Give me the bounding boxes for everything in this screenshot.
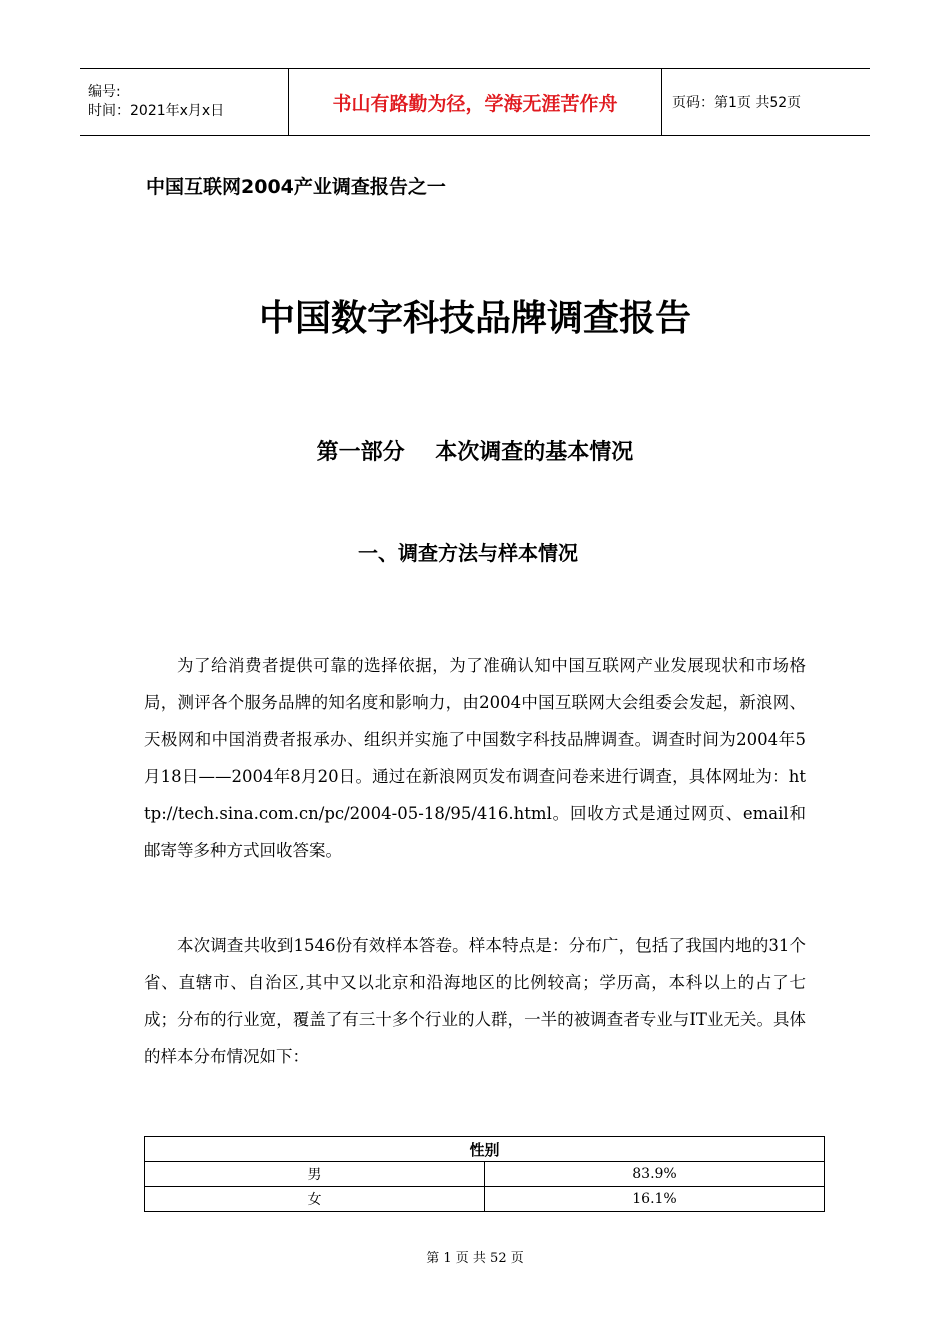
header-page-info: 页码：第1页 共52页 xyxy=(662,69,871,136)
table-row xyxy=(145,1187,825,1212)
page-footer: 第 1 页 共 52 页 xyxy=(426,1251,524,1266)
document-number-label: 编号: xyxy=(88,84,121,100)
report-title: 中国数字科技品牌调查报告 xyxy=(258,298,691,339)
table-cell-value: 16.1% xyxy=(485,1187,825,1212)
table-cell-value: 83.9% xyxy=(485,1162,825,1187)
table-row xyxy=(145,1162,825,1187)
header-motto: 书山有路勤为径，学海无涯苦作舟 xyxy=(289,69,662,136)
gender-table xyxy=(144,1136,825,1212)
page-header xyxy=(80,68,870,136)
body-paragraph: 为了给消费者提供可靠的选择依据，为了准确认知中国互联网产业发展现状和市场格局，测评各个服务品牌的知名度和影响力，由2004中国互联网大会组委会发起，新浪网、天极网和中国消费者报承办、组织并实施了中国数字科技品牌调查。调查时间为2004年5月18日——2004年8月20日。通过在新浪网页发布调查问卷来进行调查，具体网址为：http://tech.sina.com.cn/pc/2004-05-18/95/416.html。回收方式是通过网页、email和邮寄等多种方式回收答案。 xyxy=(144,656,806,860)
table-cell-label: 女 xyxy=(145,1187,485,1212)
table-header: 性别 xyxy=(145,1137,825,1162)
table-cell-label: 男 xyxy=(145,1162,485,1187)
section-heading: 一、调查方法与样本情况 xyxy=(358,541,578,565)
report-series-subtitle: 中国互联网2004产业调查报告之一 xyxy=(146,176,446,198)
table-header-row xyxy=(145,1137,825,1162)
part-heading: 第一部分 本次调查的基本情况 xyxy=(316,440,634,465)
document-time: 时间：2021年x月x日 xyxy=(88,103,225,119)
body-paragraph: 本次调查共收到1546份有效样本答卷。样本特点是：分布广，包括了我国内地的31个省、直辖市、自治区,其中又以北京和沿海地区的比例较高；学历高，本科以上的占了七成；分布的行业宽，覆盖了有三十多个行业的人群，一半的被调查者专业与IT业无关。具体的样本分布情况如下： xyxy=(144,936,806,1066)
header-meta xyxy=(80,69,289,136)
